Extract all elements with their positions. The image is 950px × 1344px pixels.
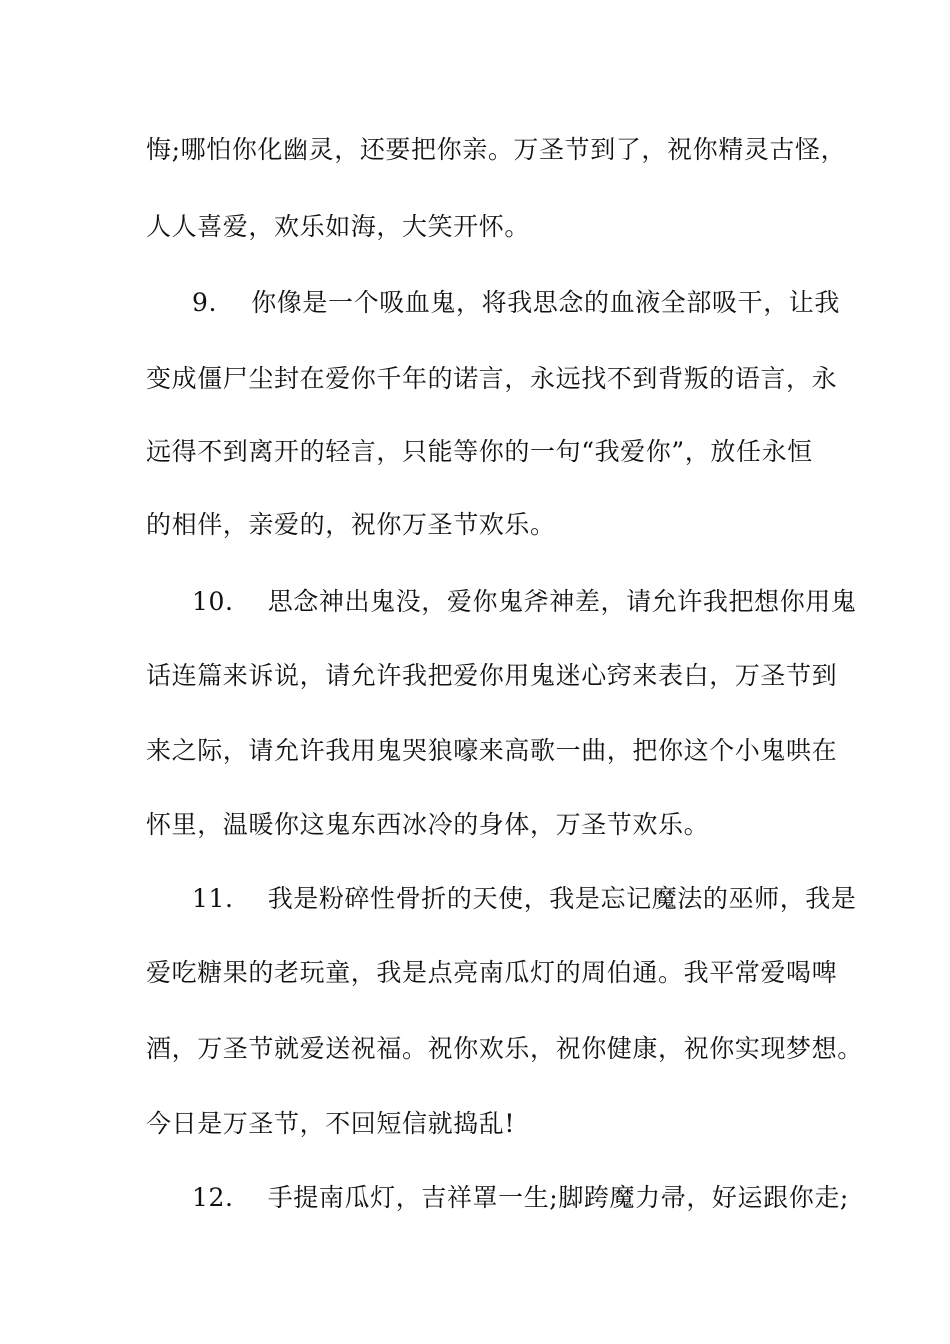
- list-item-10-line-1: 10. 思念神出鬼没，爱你鬼斧神差，请允许我把想你用鬼: [192, 587, 857, 616]
- text-line-2: 人人喜爱，欢乐如海，大笑开怀。: [146, 212, 531, 241]
- list-item-11-line-4: 今日是万圣节，不回短信就捣乱!: [146, 1109, 516, 1138]
- list-item-10-line-2: 话连篇来诉说，请允许我把爱你用鬼迷心窍来表白，万圣节到: [146, 661, 838, 690]
- list-item-10-line-4: 怀里，温暖你这鬼东西冰冷的身体，万圣节欢乐。: [146, 810, 710, 839]
- list-item-11-line-2: 爱吃糖果的老玩童，我是点亮南瓜灯的周伯通。我平常爱喝啤: [146, 958, 838, 987]
- list-item-9-line-4: 的相伴，亲爱的，祝你万圣节欢乐。: [146, 510, 556, 539]
- list-item-9-line-2: 变成僵尸尘封在爱你千年的诺言，永远找不到背叛的语言，永: [146, 364, 838, 393]
- list-item-12-line-1: 12. 手提南瓜灯，吉祥罩一生;脚跨魔力帚，好运跟你走;: [192, 1183, 849, 1212]
- list-item-9-line-1: 9. 你像是一个吸血鬼，将我思念的血液全部吸干，让我: [192, 288, 841, 317]
- list-item-10-line-3: 来之际，请允许我用鬼哭狼嚎来高歌一曲，把你这个小鬼哄在: [146, 736, 838, 765]
- text-line-1: 悔;哪怕你化幽灵，还要把你亲。万圣节到了，祝你精灵古怪，: [146, 135, 847, 164]
- list-item-11-line-3: 酒，万圣节就爱送祝福。祝你欢乐，祝你健康，祝你实现梦想。: [146, 1034, 863, 1063]
- list-item-9-line-3: 远得不到离开的轻言，只能等你的一句“我爱你”，放任永恒: [146, 437, 813, 466]
- list-item-11-line-1: 11. 我是粉碎性骨折的天使，我是忘记魔法的巫师，我是: [192, 884, 857, 913]
